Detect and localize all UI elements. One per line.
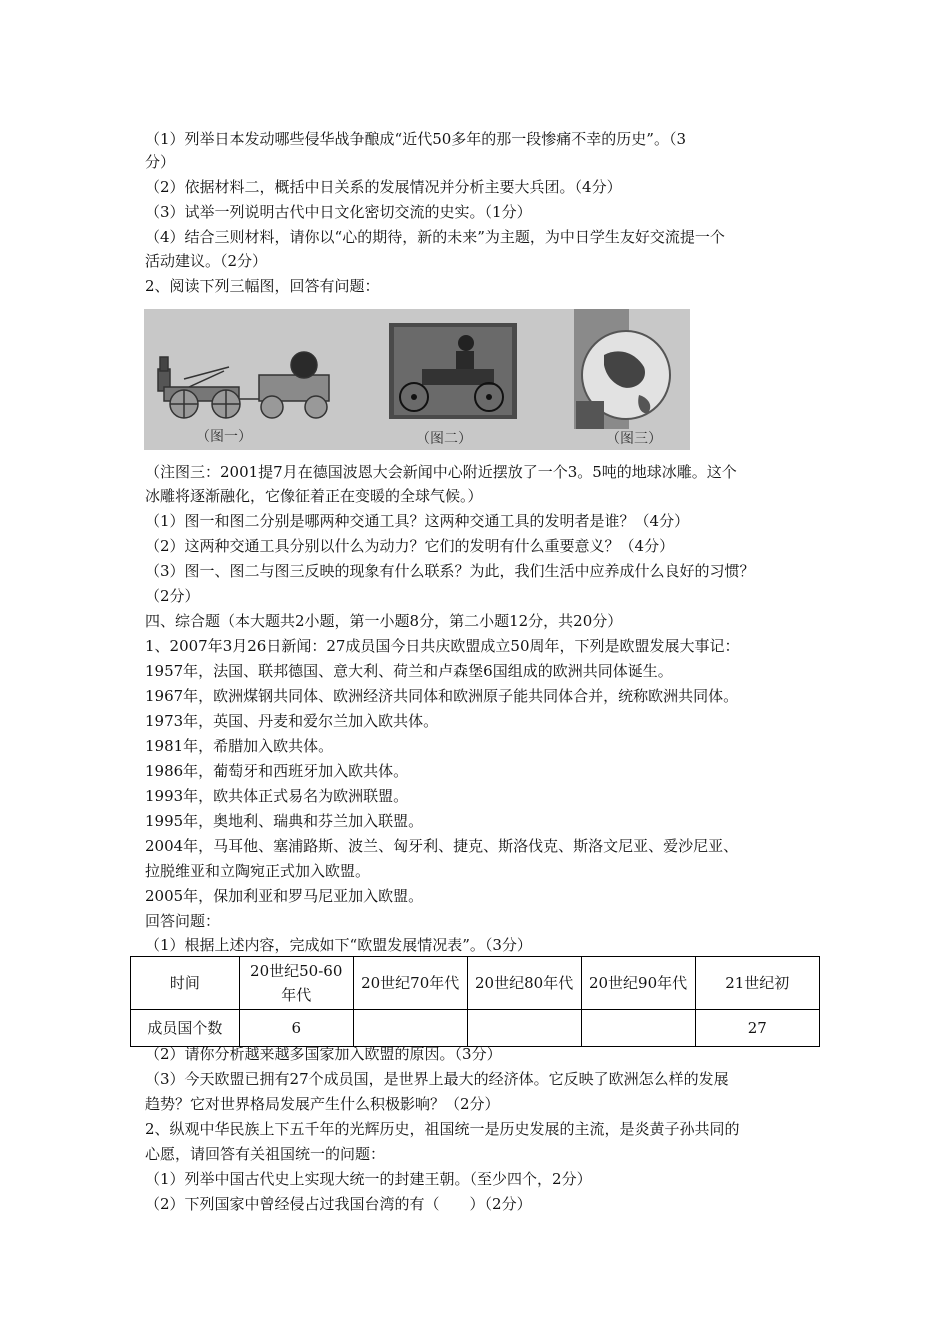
text-line: 活动建议。（2分）: [145, 252, 268, 270]
text-line: （4）结合三则材料，请你以“心的期待，新的未来”为主题，为中日学生友好交流提一个: [145, 228, 725, 246]
early-car-drawing: [389, 323, 517, 419]
figure-illustration: [144, 309, 690, 450]
table-cell: 成员国个数: [131, 1010, 240, 1047]
text-line: 趋势？它对世界格局发展产生什么积极影响？（2分）: [145, 1095, 500, 1113]
text-line: 1993年，欧共体正式易名为欧洲联盟。: [145, 787, 409, 805]
text-line: 2004年，马耳他、塞浦路斯、波兰、匈牙利、捷克、斯洛伐克、斯洛文尼亚、爱沙尼亚、: [145, 837, 739, 855]
text-line: 分）: [145, 153, 176, 171]
text-line: （2）这两种交通工具分别以什么为动力？它们的发明有什么重要意义？（4分）: [145, 537, 675, 555]
text-line: （2）请你分析越来越多国家加入欧盟的原因。（3分）: [145, 1045, 502, 1063]
table-cell: [581, 1010, 695, 1047]
table-header-cell: 20世纪80年代: [467, 957, 581, 1010]
text-line: 2、纵观中华民族上下五千年的光辉历史，祖国统一是历史发展的主流，是炎黄子孙共同的: [145, 1120, 740, 1138]
table-cell: [353, 1010, 467, 1047]
text-line: 回答问题：: [145, 912, 221, 930]
text-line: 1995年，奥地利、瑞典和芬兰加入联盟。: [145, 812, 424, 830]
text-line: （1）列举日本发动哪些侵华战争酿成“近代50多年的那一段惨痛不幸的历史”。（3: [145, 130, 687, 148]
table-cell: 6: [239, 1010, 353, 1047]
table-header-cell: 20世纪50-60年代: [239, 957, 353, 1010]
table-row: [131, 957, 820, 1010]
figure-caption-3: （图三）: [606, 431, 662, 447]
text-line: 心愿，请回答有关祖国统一的问题：: [145, 1145, 386, 1163]
text-line: （3）今天欧盟已拥有27个成员国，是世界上最大的经济体。它反映了欧洲怎么样的发展: [145, 1070, 729, 1088]
text-line: （3）试举一列说明古代中日文化密切交流的史实。（1分）: [145, 203, 532, 221]
text-line: （1）根据上述内容，完成如下“欧盟发展情况表”。（3分）: [145, 936, 532, 954]
text-line: 1957年，法国、联邦德国、意大利、荷兰和卢森堡6国组成的欧洲共同体诞生。: [145, 662, 673, 680]
text-line: 1981年，希腊加入欧共体。: [145, 737, 334, 755]
text-line: 1973年，英国、丹麦和爱尔兰加入欧共体。: [145, 712, 439, 730]
table-header-cell: 20世纪90年代: [581, 957, 695, 1010]
text-line: 1、2007年3月26日新闻：27成员国今日共庆欧盟成立50周年，下列是欧盟发展大事记：: [145, 637, 740, 655]
text-line: （2分）: [145, 587, 200, 605]
table-cell: [467, 1010, 581, 1047]
text-line: 拉脱维亚和立陶宛正式加入欧盟。: [145, 862, 371, 880]
table-header-cell: 20世纪70年代: [353, 957, 467, 1010]
table-row: [131, 1010, 820, 1047]
section-heading: 四、综合题（本大题共2小题，第一小题8分，第二小题12分，共20分）: [145, 612, 623, 630]
eu-development-table: [130, 956, 820, 1047]
figure-caption-2: （图二）: [416, 431, 472, 447]
text-line: （1）图一和图二分别是哪两种交通工具？这两种交通工具的发明者是谁？（4分）: [145, 512, 690, 530]
text-line: （3）图一、图二与图三反映的现象有什么联系？为此，我们生活中应养成什么良好的习惯？: [145, 562, 755, 580]
text-line: （1）列举中国古代史上实现大统一的封建王朝。（至少四个，2分）: [145, 1170, 592, 1188]
text-line: 1967年，欧洲煤钢共同体、欧洲经济共同体和欧洲原子能共同体合并，统称欧洲共同体。: [145, 687, 739, 705]
text-line: （2）下列国家中曾经侵占过我国台湾的有（ ）（2分）: [145, 1195, 532, 1213]
text-line: （2）依据材料二，概括中日关系的发展情况并分析主要大兵团。（4分）: [145, 178, 622, 196]
text-line: 2005年，保加利亚和罗马尼亚加入欧盟。: [145, 887, 424, 905]
three-figures-image: [144, 309, 690, 450]
figure-caption-1: （图一）: [196, 429, 252, 445]
text-line: 2、阅读下列三幅图，回答有问题：: [145, 277, 380, 295]
text-line: 冰雕将逐渐融化，它像征着正在变暖的全球气候。）: [145, 487, 483, 505]
text-line: 1986年，葡萄牙和西班牙加入欧共体。: [145, 762, 409, 780]
text-line: （注图三：2001提7月在德国波恩大会新闻中心附近摆放了一个3。5吨的地球冰雕。这个: [145, 463, 737, 481]
table-header-cell: 时间: [131, 957, 240, 1010]
table-header-cell: 21世纪初: [695, 957, 819, 1010]
table-cell: 27: [695, 1010, 819, 1047]
